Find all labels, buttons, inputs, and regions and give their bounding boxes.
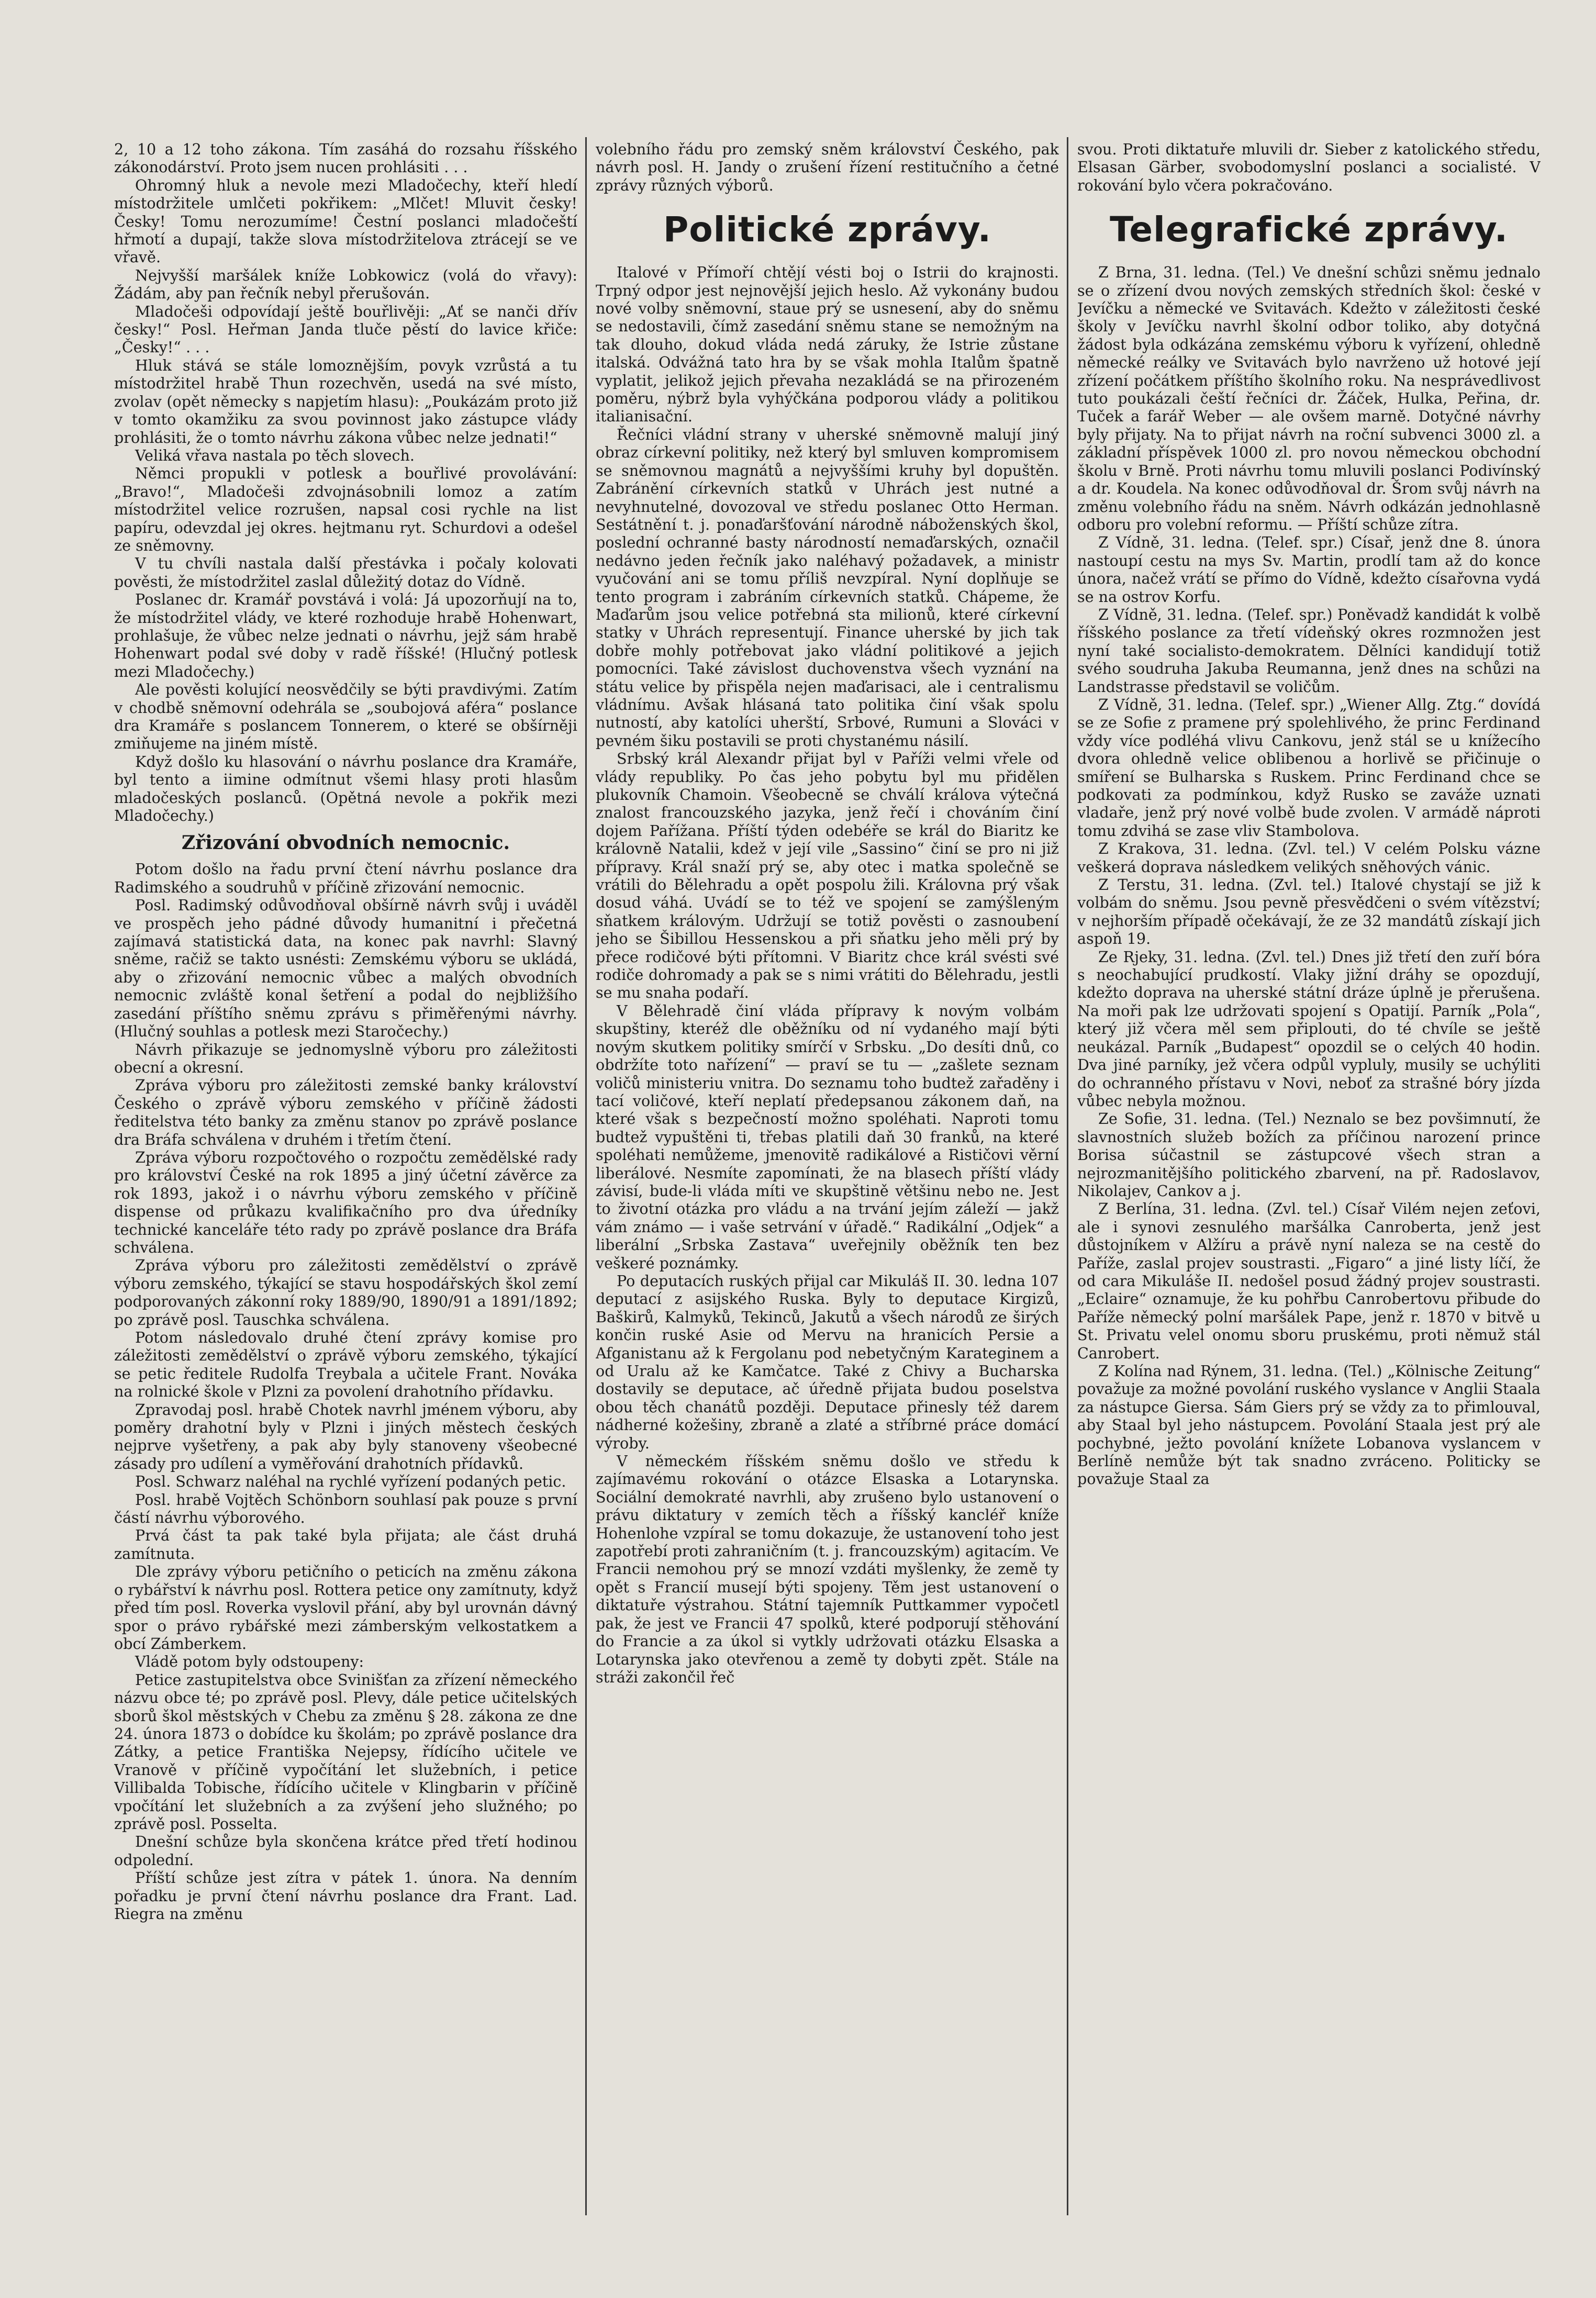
article-paragraph: Prvá část ta pak také byla přijata; ale část druhá zamítnuta. <box>114 1526 577 1563</box>
article-paragraph: Srbský král Alexandr přijat byl v Paříži velmi vřele od vlády republiky. Po čas jeho pobytu byl mu přidělen plukovník Chamoin. Všeobecně se chválí králova výtečná znalost francouzského jazyka, jenž řečí i chováním činí dojem Pařížana. Příští týden odebéře se král do Biaritz ke královně Natalii, kdež v její vile „Sassino“ činí se pro ni již přípravy. Král snaží prý se, aby otec i matka společně se vrátili do Bělehradu a opět pospolu žili. Královna prý však dosud váhá. Uvádí se to též ve spojení se zamýšleným sňatkem královým. Udržují se totiž pověsti o zasnoubení jeho se Šibillou Hessenskou a při sňatku jeho měli prý by přece rodičové býti přítomni. V Biaritz chce král svésti své rodiče dohromady a pak se s nimi vrátiti do Bělehradu, jestli se mu snaha podaří. <box>596 750 1059 1002</box>
article-paragraph: Z Vídně, 31. ledna. (Telef. spr.) Císař, jenž dne 8. února nastoupí cestu na mys Sv. Martin, prodlí tam až do konce února, načež vrátí se přímo do Vídně, kdežto císařovna vydá se na ostrov Korfu. <box>1077 533 1541 606</box>
article-paragraph: Němci propukli v potlesk a bouřlivé provolávání: „Bravo!“, Mladočeši zdvojnásobnili lomoz a zatím místodržitel velice rozrušen, napsal cosi rychle na list papíru, odevzdal jej okres. hejtmanu ryt. Schurdovi a odešel ze sněmovny. <box>114 464 577 554</box>
section-heading: Telegrafické zprávy. <box>1110 209 1508 250</box>
article-paragraph: V Bělehradě činí vláda přípravy k novým volbám skupštiny, kteréž dle oběžníku od ní vydaného mají býti novým skutkem politiky smírčí v Srbsku. „Do desíti dnů, co obdržíte toto nařízení“ — praví se tu — „zašlete seznam voličů ministeriu vnitra. Do seznamu toho budtež zařaděny i tací voličové, kteří neplatí předepsanou zákonem daň, na které však s bezpečností možno spoléhati. Naproti tomu budtež vypuštěni ti, třebas platili daň 30 franků, na které spoléhati nemůžeme, jmenovitě radikálové a Rističovi věrní liberálové. Nesmíte zapomínati, že na blasech příští vlády závisí, bude-li vláda míti ve skupštině většinu nebo ne. Jest to životní otázka pro vládu a na trvání jejím záleží — jakž vám známo — i vaše setrvání v úřadě.“ Radikální „Odjek“ a liberální „Srbska Zastava“ uveřejnily oběžník ten bez veškeré poznámky. <box>596 1001 1059 1272</box>
article-paragraph: Když došlo ku hlasování o návrhu poslance dra Kramáře, byl tento a iimine odmítnut všemi hlasy proti hlasům mladočeských poslanců. (Opětná nevole a pokřik mezi Mladočechy.) <box>114 752 577 825</box>
article-paragraph: Řečníci vládní strany v uherské sněmovně malují jiný obraz církevní politiky, než který byl smluven kompromisem se sněmovnou magnátů a nejvyššími kruhy byl dopuštěn. Zabránění církevních statků v Uhrách jest nutné a nevyhnutelné, dovozoval ve středu poslanec Otto Herman. Sestátnění t. j. ponaďaršťování národně náboženských škol, poslední ochranné basty národností nemaďarských, označil nedávno jeden řečník jako naléhavý požadavek, a ministr vyučování ani se tomu příliš nevzpíral. Nyní doplňuje se tento program i zabráním církevních statků. Chápeme, že Maďarům jsou velice potřebná sta milionů, které církevní statky v Uhrách representují. Finance uherské by jich tak dobře mohly potřebovat jako vládní politikové a jejich pomocníci. Také závislost duchovenstva všech vyznání na státu velice by přispěla nejen maďarisaci, ale i centralismu vládnímu. Avšak hlásaná tato politika činí však spolu nutností, aby katolíci uherští, Srbové, Rumuni a Slováci v pevném šiku postavili se proti chystanému násilí. <box>596 425 1059 750</box>
article-paragraph: Ze Sofie, 31. ledna. (Tel.) Neznalo se bez povšimnutí, že slavnostních služeb božích za příčinou narození prince Borisa súčastnil se zástupcové všech stran a nejrozmanitějšího politického zbarvení, na př. Radoslavov, Nikolajev, Cankov a j. <box>1077 1110 1541 1200</box>
article-paragraph: Veliká vřava nastala po těch slovech. <box>135 446 415 464</box>
article-paragraph: Příští schůze jest zítra v pátek 1. února. Na denním pořadku je první čtení návrhu poslance dra Frant. Lad. Riegra na změnu <box>114 1869 577 1923</box>
article-paragraph: Z Kolína nad Rýnem, 31. ledna. (Tel.) „Kölnische Zeitung“ považuje za možné povolání ruského vyslance v Anglii Staala za nástupce Giersa. Sám Giers prý se vždy za to přimlouval, aby Staal byl jeho nástupcem. Povolání Staala jest prý ale pochybné, ježto povolání knížete Lobanova vyslancem v Berlíně nemůže být tak snadno zvráceno. Politicky se považuje Staal za <box>1077 1362 1541 1488</box>
article-paragraph: Posl. Radimský odůvodňoval obšírně návrh svůj i uváděl ve prospěch jeho pádné důvody humanitní i přečetná zajímavá statistická data, na konec pak navrhl: Slavný sněme, račiž se takto usnésti: Zemskému výboru se ukládá, aby o zřizování nemocnic vůbec a malých obvodních nemocnic zvláště konal šetření a podal do nejbližšího zasedání příštího sněmu zprávu s přiměřenými návrhy. (Hlučný souhlas a potlesk mezi Staročechy.) <box>114 896 577 1041</box>
article-paragraph: Z Brna, 31. ledna. (Tel.) Ve dnešní schůzi sněmu jednalo se o zřízení dvou nových zemských středních škol: české v Jevíčku a německé ve Svitavách. Kdežto v záležitosti české školy v Jevíčku navrhl školní odbor toliko, aby dotyčná žádost byla odkázána zemskému výboru k vyřízení, ohledně německé reálky ve Svitavách bylo navrženo už hotové její zřízení počátkem příštího školního roku. Na nesprávedlivost tuto poukázali čeští řečníci dr. Žáček, Hulka, Peřina, dr. Tuček a farář Weber — ale ovšem marně. Dotyčné návrhy byly přijaty. Na to přijat návrh na roční subvenci 3000 zl. a základní příspěvek 1000 zl. pro novou německou obchodní školu v Brně. Proti návrhu tomu mluvili poslanci Podivínský a dr. Koudela. Na konec odůvodňoval dr. Šrom svůj návrh na změnu volebního řádu na sněm. Návrh odkázán jednohlasně odboru pro volební reformu. — Příští schůze zítra. <box>1077 263 1541 533</box>
article-paragraph: Poslanec dr. Kramář povstává i volá: Já upozorňují na to, že místodržitel vlády, ve které rozhoduje hrabě Hohenwart, prohlašuje, že vůbec nelze jednati o návrhu, jejž sám hrabě Hohenwart podal své doby v radě říšské! (Hlučný potlesk mezi Mladočechy.) <box>114 590 577 681</box>
article-paragraph: 2, 10 a 12 toho zákona. Tím zasáhá do rozsahu říšského zákonodárství. Proto jsem nucen prohlásiti . . . <box>114 140 577 176</box>
column-left <box>114 140 577 2213</box>
article-paragraph: Z Berlína, 31. ledna. (Zvl. tel.) Císař Vilém nejen zeťovi, ale i synovi zesnulého maršálka Canroberta, jenž jest důstojníkem v Alžíru a právě nyní naleza se na cestě do Paříže, zaslal projev soustrasti. „Figaro“ a jiné listy líčí, že od cara Mikuláše II. nedošel posud žádný projev soustrasti. „Eclaire“ oznamuje, že ku pohřbu Canrobertovu přibude do Paříže německý polní maršálek Pape, jenž r. 1870 v bitvě u St. Privatu velel onomu sboru pruskému, proti němuž stál Canrobert. <box>1077 1200 1541 1362</box>
article-paragraph: Italové v Přímoří chtějí vésti boj o Istrii do krajnosti. Trpný odpor jest nejnovější jejich heslo. Až vykonány budou nové volby sněmovní, staue prý se usnesení, aby do sněmu se nedostavili, čímž zasedání sněmu stane se nemožným na tak dlouho, dokud vláda nedá záruky, že Istrie zůstane italská. Odvážná tato hra by se však mohla Italům špatně vyplatit, jelikož jejich převaha nezakládá se na přirozeném poměru, nýbrž byla vyhýčkána podporou vlády a politikou italianisační. <box>596 263 1059 426</box>
article-paragraph: Hluk stává se stále lomoznějším, povyk vzrůstá a tu místodržitel hrabě Thun rozechvěn, usedá na své místo, zvolav (opět německy s napjetím hlasu): „Poukázám proto již v tomto okamžiku za svou povinnost jako zástupce vlády prohlásiti, že o tomto návrhu zákona vůbec nelze jednati!“ <box>114 356 577 447</box>
article-paragraph: Zpráva výboru rozpočtového o rozpočtu zemědělské rady pro království České na rok 1895 a jiný účetní závěrce za rok 1893, jakož i o návrhu výboru zemského v příčině dispense od průkazu kvalifikačního pro dva úředníky technické kanceláře této rady po zprávě poslance dra Bráfa schválena. <box>114 1148 577 1256</box>
column-divider <box>1067 137 1068 2215</box>
article-paragraph: Posl. hrabě Vojtěch Schönborn souhlasí pak pouze s první částí návrhu výborového. <box>114 1490 577 1527</box>
article-paragraph: Petice zastupitelstva obce Svinišťan za zřízení německého názvu obce té; po zprávě posl. Plevy, dále petice učitelských sborů škol městských v Chebu za změnu § 28. zákona ze dne 24. února 1873 o dobídce ku školám; po zprávě poslance dra Zátky, a petice Františka Nejepsy, řídícího učitele ve Vranově v příčině vypočítání let služebních, i petice Villibalda Tobische, řídícího učitele v Klingbarin v příčině vpočítání let služebních a za zvýšení jeho služného; po zprávě posl. Posselta. <box>114 1670 577 1833</box>
article-paragraph: V tu chvíli nastala další přestávka i počaly kolovati pověsti, že místodržitel zaslal důležitý dotaz do Vídně. <box>114 554 577 590</box>
article-paragraph: Z Vídně, 31. ledna. (Telef. spr.) „Wiener Allg. Ztg.“ dovídá se ze Sofie z pramene prý spolehlivého, že princ Ferdinand vždy více podléhá vlivu Cankovu, jenž stál se u knížecího dvora ohledně velice oblibenou a horlivě se přičinuje o smíření se Bulharska s Ruskem. Princ Ferdinand chce se podkovati za podmínkou, když Rusko se zaváže uznati vladaře, jenž prý nové volbě bude zvolen. V armádě náproti tomu zdvihá se zase vliv Stambolova. <box>1077 695 1541 840</box>
article-paragraph: Z Terstu, 31. ledna. (Zvl. tel.) Italové chystají se již k volbám do sněmu. Jsou pevně přesvědčeni o svém vítězství; v nejhorším případě očekávají, že ze 32 mandátů získají jich aspoň 19. <box>1077 876 1541 948</box>
subsection-heading: Zřizování obvodních nemocnic. <box>181 832 510 854</box>
article-paragraph: volebního řádu pro zemský sněm království Českého, pak návrh posl. H. Jandy o zrušení řízení restitučního a četné zprávy různých výborů. <box>596 140 1059 194</box>
article-paragraph: Dle zprávy výboru petičního o peticích na změnu zákona o rybářství k návrhu posl. Rottera petice ony zamítnuty, když před tím posl. Roverka vyslovil přání, aby byl urovnán dávný spor o právo rybářské mezi zámberským velkostatkem a obcí Zámberkem. <box>114 1563 577 1653</box>
article-paragraph: V německém říšském sněmu došlo ve středu k zajímavému rokování o otázce Elsaska a Lotarynska. Sociální demokraté navrhli, aby zrušeno bylo ustanovení o právu diktatury v zemích těch a říšský kancléř kníže Hohenlohe vzpíral se tomu dokazuje, že ustanovení toho jest zapotřebí proti zahraničním (t. j. francouzským) agitacím. Ve Francii nemohou prý se mnozí vzdáti myšlenky, že země ty opět s Francií musejí býti spojeny. Těm jest ustanovení o diktatuře výstrahou. Státní tajemník Puttkammer vypočetl pak, že jest ve Francii 47 spolků, které podporují stěhování do Francie a za úkol si vytkly udržovati otázku Elsaska a Lotarynska jako otevřenou a země ty dobyti zpět. Stále na stráži zakončil řeč <box>596 1452 1059 1686</box>
article-paragraph: Zpráva výboru pro záležitosti zemědělství o zprávě výboru zemského, týkající se stavu hospodářských škol zemí podporovaných zákonní roky 1889/90, 1890/91 a 1891/1892; po zprávě posl. Tauschka schválena. <box>114 1256 577 1329</box>
article-paragraph: Nejvyšší maršálek kníže Lobkowicz (volá do vřavy): Žádám, aby pan řečník nebyl přerušován. <box>114 266 577 303</box>
article-paragraph: Zpráva výboru pro záležitosti zemské banky království Českého o zprávě výboru zemského v příčině žádosti ředitelstva této banky za změnu stanov po zprávě poslance dra Bráfa schválena v druhém i třetím čtení. <box>114 1076 577 1148</box>
article-paragraph: Ze Rjeky, 31. ledna. (Zvl. tel.) Dnes již třetí den zuří bóra s neochabující prudkostí. Vlaky jižní dráhy se opozdují, kdežto doprava na uherské státní dráze úplně je přerušena. Na moři pak lze udržovati spojení s Opatijí. Parník „Pola“, který již včera měl sem připlouti, do té chvíle se ještě neukázal. Parník „Budapest“ opozdil se o celých 40 hodin. Dva jiné parníky, jež včera odpůl vypluly, musily se uchýliti do ochranného přístavu v Novi, neboť za strašné bóry jízda vůbec nebyla možnou. <box>1077 947 1541 1110</box>
article-paragraph: Mladočeši odpovídají ještě bouřlivěji: „Ať se nanči dřív česky!“ Posl. Heřman Janda tluče pěstí do lavice křiče: „Česky!“ . . . <box>114 302 577 356</box>
article-paragraph: Zpravodaj posl. hrabě Chotek navrhl jménem výboru, aby poměry drahotní byly v Plzni i jiných městech českých nejprve vyšetřeny, a pak aby byly stanoveny všeobecné zásady pro udílení a vyměřování drahotních přídavků. <box>114 1400 577 1472</box>
article-paragraph: Dnešní schůze byla skončena krátce před třetí hodinou odpolední. <box>114 1833 577 1869</box>
article-paragraph: Po deputacích ruských přijal car Mikuláš II. 30. ledna 107 deputací z asijského Ruska. Byly to deputace Kirgizů, Baškirů, Kalmyků, Tekinců, Jakutů a všech národů ze širých končin ruské Asie od Mervu na hranicích Persie a Afganistanu až k Fergolanu pod nebetyčným Karateginem a od Uralu až ke Kamčatce. Také z Chivy a Bucharska dostavily se deputace, ač úředně přijata budou poselstva obou těch chanátů později. Deputace přinesly též darem nádherné kožešiny, zbraně a zlaté a stříbrné práce domácí výroby. <box>596 1271 1059 1452</box>
article-paragraph: Vládě potom byly odstoupeny: <box>135 1653 364 1671</box>
article-paragraph: Potom následovalo druhé čtení zprávy komise pro záležitosti zemědělství o zprávě výboru zemského, týkající se petic ředitele Rudolfa Treybala a učitele Frant. Nováka na rolnické škole v Plzni za povolení drahotního přídavku. <box>114 1329 577 1401</box>
article-paragraph: svou. Proti diktatuře mluvili dr. Sieber z katolického středu, Elsasan Gärber, svobodomyslní poslanci a socialisté. V rokování bylo včera pokračováno. <box>1077 140 1541 194</box>
column-middle <box>596 140 1059 2213</box>
article-paragraph: Ale pověsti kolující neosvědčily se býti pravdivými. Zatím v chodbě sněmovní odehrála se „soubojová aféra“ poslance dra Kramáře s poslancem Tonnerem, o které se obšírněji zmiňujeme na jiném místě. <box>114 681 577 753</box>
article-paragraph: Z Krakova, 31. ledna. (Zvl. tel.) V celém Polsku vázne veškerá doprava následkem velikých sněhových vánic. <box>1077 840 1541 876</box>
article-paragraph: Ohromný hluk a nevole mezi Mladočechy, kteří hledí místodržitele umlčeti pokřikem: „Mlčet! Mluvit česky! Česky! Tomu nerozumíme! Čestní poslanci mladočeští hřmotí a dupají, takže slova místodržitelova ztrácejí se ve vřavě. <box>114 176 577 266</box>
article-paragraph: Z Vídně, 31. ledna. (Telef. spr.) Poněvadž kandidát k volbě říšského poslance za třetí vídeňský okres rozmnožen jest nyní také socialisto-demokratem. Dělníci kandidují totiž svého soudruha Jakuba Reumanna, jenž dnes na schůzi na Landstrasse představil se voličům. <box>1077 605 1541 696</box>
section-heading: Politické zprávy. <box>663 209 991 250</box>
article-paragraph: Posl. Schwarz naléhal na rychlé vyřízení podaných petic. <box>135 1472 566 1491</box>
column-right <box>1077 140 1541 2213</box>
column-divider <box>585 137 587 2215</box>
article-paragraph: Návrh přikazuje se jednomyslně výboru pro záležitosti obecní a okresní. <box>114 1040 577 1076</box>
article-paragraph: Potom došlo na řadu první čtení návrhu poslance dra Radimského a soudruhů v příčině zřizování nemocnic. <box>114 860 577 896</box>
